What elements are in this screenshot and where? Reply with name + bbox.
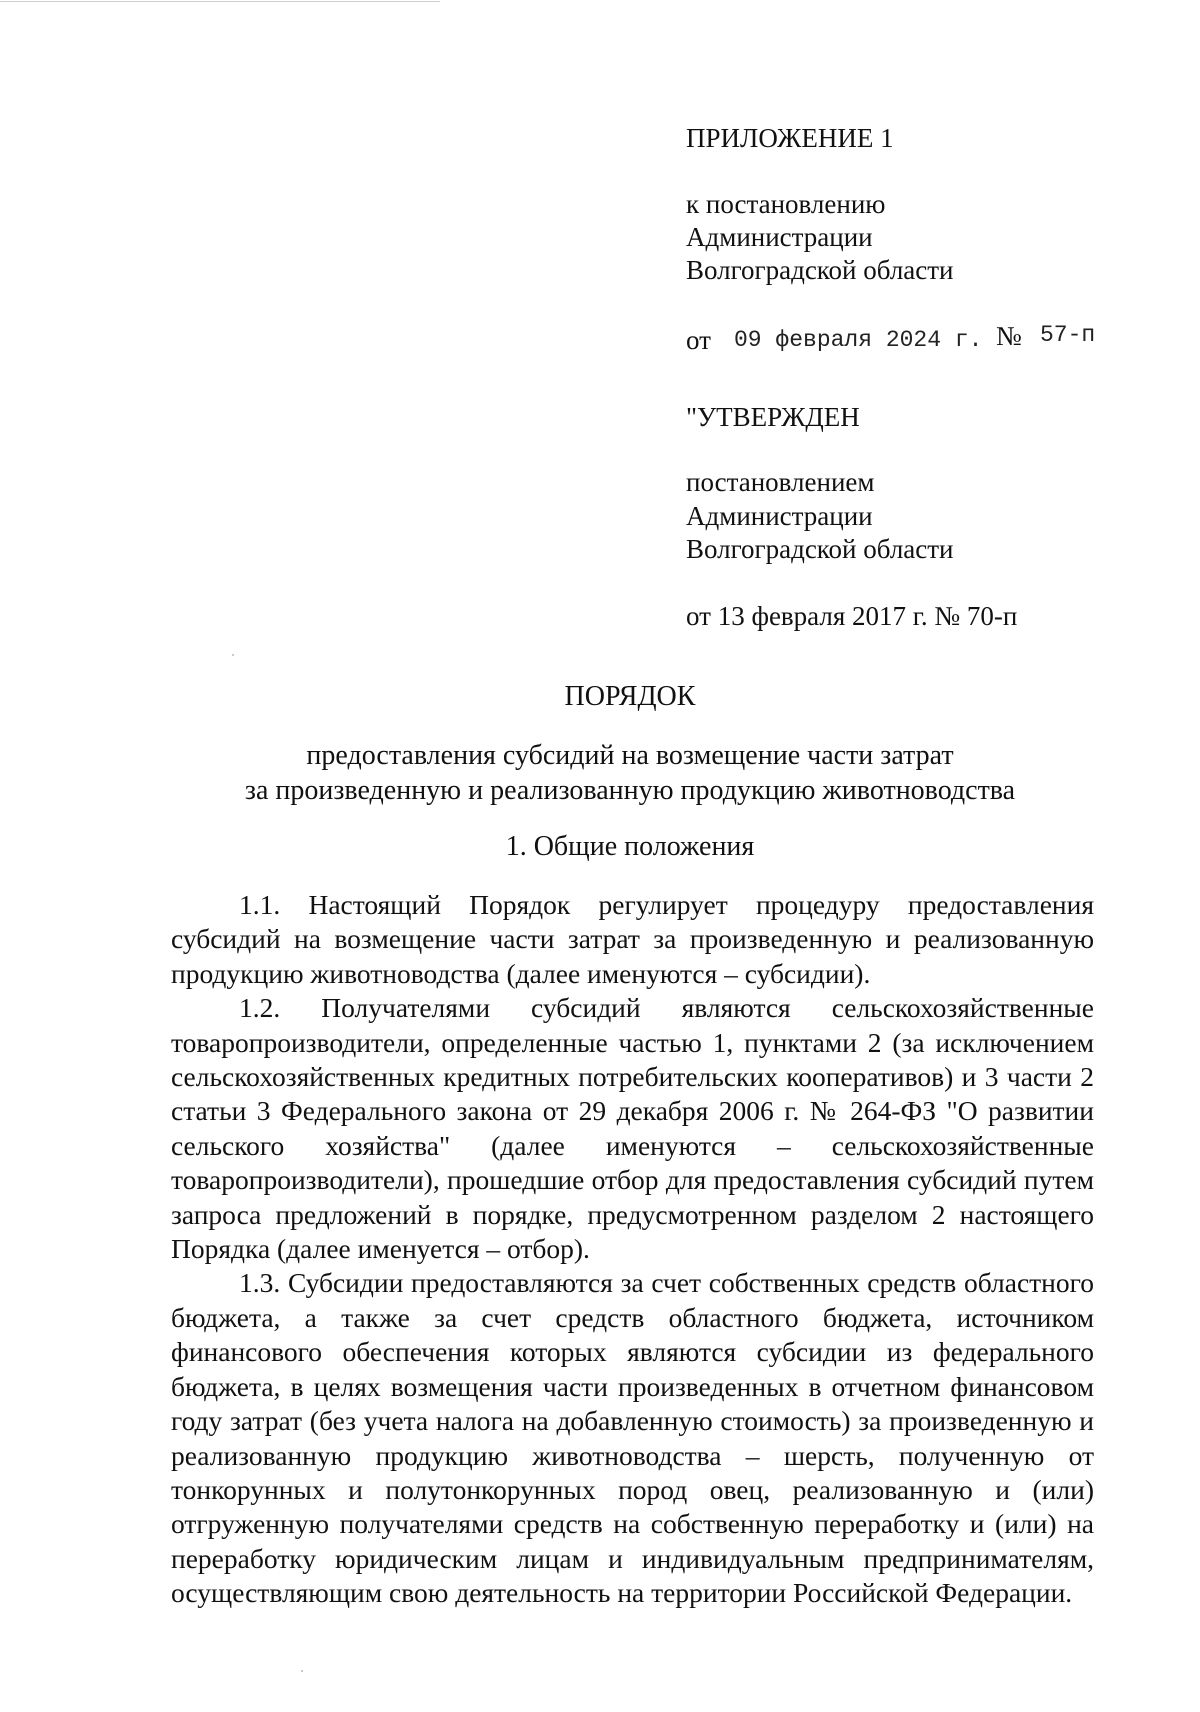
paragraph-1-2: 1.2. Получателями субсидий являются сельскохозяйственные товаропроизводители, определенные частью 1, пунктами 2 (за исключением сельскохозяйственных кредитных потребительских кооперативов) и 3 части 2 статьи 3 Федерального закона от 29 декабря 2006 г. № 264-ФЗ "О развитии сельского хозяйства" (далее именуются – сельскохозяйственные товаропроизводители), прошедшие отбор для предоставления субсидий путем запроса предложений в порядке, предусмотренном разделом 2 настоящего Порядка (далее именуется – отбор). — [171, 992, 1094, 1265]
resolution-line-1: к постановлению — [686, 189, 886, 219]
resolution-line-2: Администрации — [686, 222, 873, 252]
paragraph-1-3: 1.3. Субсидии предоставляются за счет собственных средств областного бюджета, а также за счет средств областного бюджета, источником финансового обеспечения которых являются субсидии из федерального бюджета, в целях возмещения части произведенных в отчетном финансовом году затрат (без учета налога на добавленную стоимость) за произведенную и реализованную продукцию животноводства – шерсть, полученную от тонкорунных и полутонкорунных пород овец, реализованную и (или) отгруженную получателями средств на собственную переработку и (или) на переработку юридическим лицам и индивидуальным предпринимателям, осуществляющим свою деятельность на территории Российской Федерации. — [171, 1267, 1094, 1609]
appendix-title: ПРИЛОЖЕНИЕ 1 — [686, 123, 894, 153]
approval-date-line: от 13 февраля 2017 г. № 70-п — [686, 601, 1018, 631]
approval-line-1: постановлением — [686, 467, 875, 497]
number-prefix: № — [996, 321, 1022, 351]
resolution-line-3: Волгоградской области — [686, 255, 954, 285]
approval-line-2: Администрации — [686, 501, 873, 531]
document-body — [171, 888, 1094, 1611]
scan-speck — [232, 654, 234, 656]
approval-line-3: Волгоградской области — [686, 534, 954, 564]
section-heading: 1. Общие положения — [505, 831, 755, 862]
number-value: 57-п — [1040, 322, 1096, 348]
subtitle-line-2: за произведенную и реализованную продукцию животноводства — [244, 775, 1016, 806]
date-prefix: от — [686, 325, 711, 355]
document-title: ПОРЯДОК — [564, 681, 696, 712]
scan-speck — [301, 1670, 303, 1672]
subtitle-line-1: предоставления субсидий на возмещение части затрат — [306, 740, 954, 771]
approval-title: "УТВЕРЖДЕН — [686, 402, 860, 432]
scan-edge-line — [0, 1, 440, 2]
date-value: 09 февраля 2024 г. — [734, 327, 983, 353]
paragraph-1-1: 1.1. Настоящий Порядок регулирует процедуру предоставления субсидий на возмещение части затрат за произведенную и реализованную продукцию животноводства (далее именуются – субсидии). — [171, 889, 1094, 989]
